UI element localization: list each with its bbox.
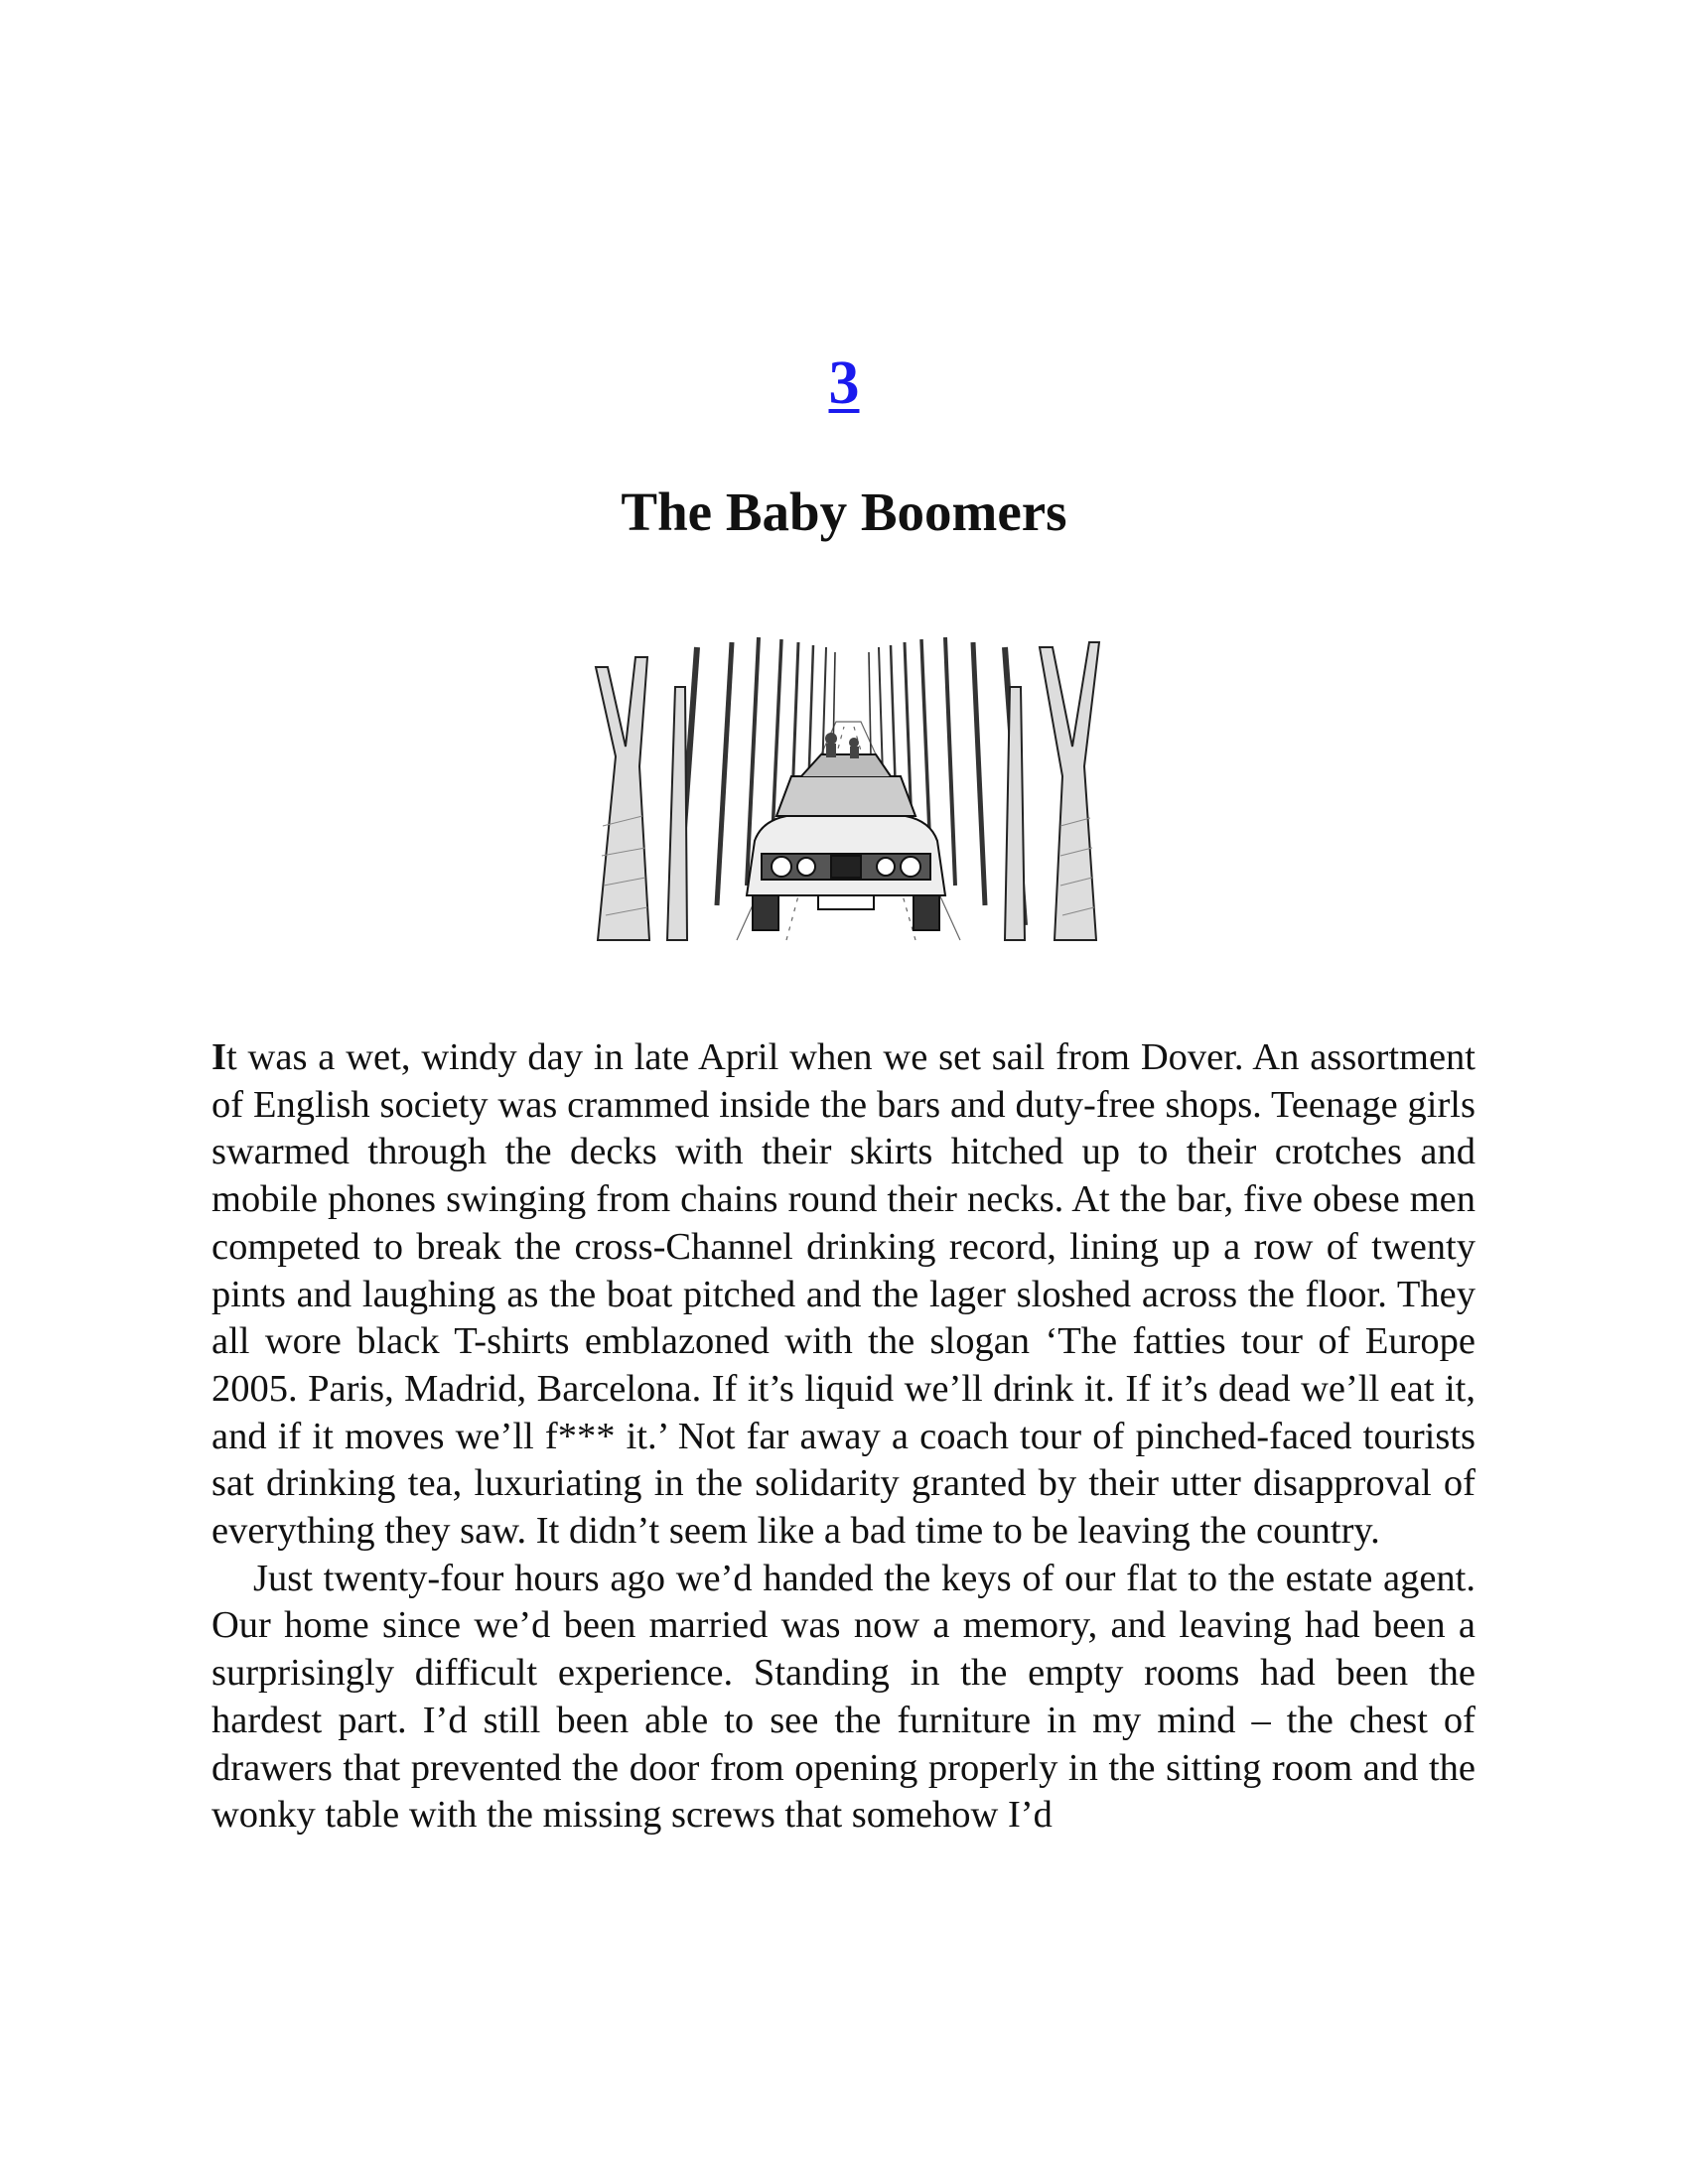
paragraph-1-text: t was a wet, windy day in late April when we set sail from Dover. An assortment of English society was crammed inside the bars and duty-free shops. Teenage girls swarmed through the decks with their skirts hitched up to their crotches and mobile phones swinging from chains round their necks. At the bar, five obese men competed to break the cross-Channel drinking record, lining up a row of twenty pints and laughing as the boat pitched and the lager sloshed across the floor. They all wore black T-shirts emblazoned with the slogan ‘The fatties tour of Europe 2005. Paris, Madrid, Barcelona. If it’s liquid we’ll drink it. If it’s dead we’ll eat it, and if it moves we’ll f*** it.’ Not far away a coach tour of pinched-faced tourists sat drinking tea, luxuriating in the solidarity granted by their utter disapproval of everything they saw. It didn’t seem like a bad time to be leaving the country.	[211, 1036, 1476, 1553]
chapter-body	[211, 1034, 1476, 1840]
chapter-number-link[interactable]: 3	[828, 349, 860, 417]
car-on-tree-lined-road-illustration	[588, 627, 1104, 945]
paragraph-2: Just twenty-four hours ago we’d handed the keys of our flat to the estate agent. Our home since we’d been married was now a memory, and leaving had been a surprisingly difficult experience. Standing in the empty rooms had been the hardest part. I’d still been able to see the furniture in my mind – the chest of drawers that prevented the door from opening properly in the sitting room and the wonky table with the missing screws that somehow I’d	[211, 1557, 1476, 1837]
chapter-title: The Baby Boomers	[621, 481, 1067, 542]
chapter-number	[0, 349, 1688, 417]
paragraph-1	[211, 1034, 1476, 1556]
first-letter: I	[211, 1036, 226, 1078]
